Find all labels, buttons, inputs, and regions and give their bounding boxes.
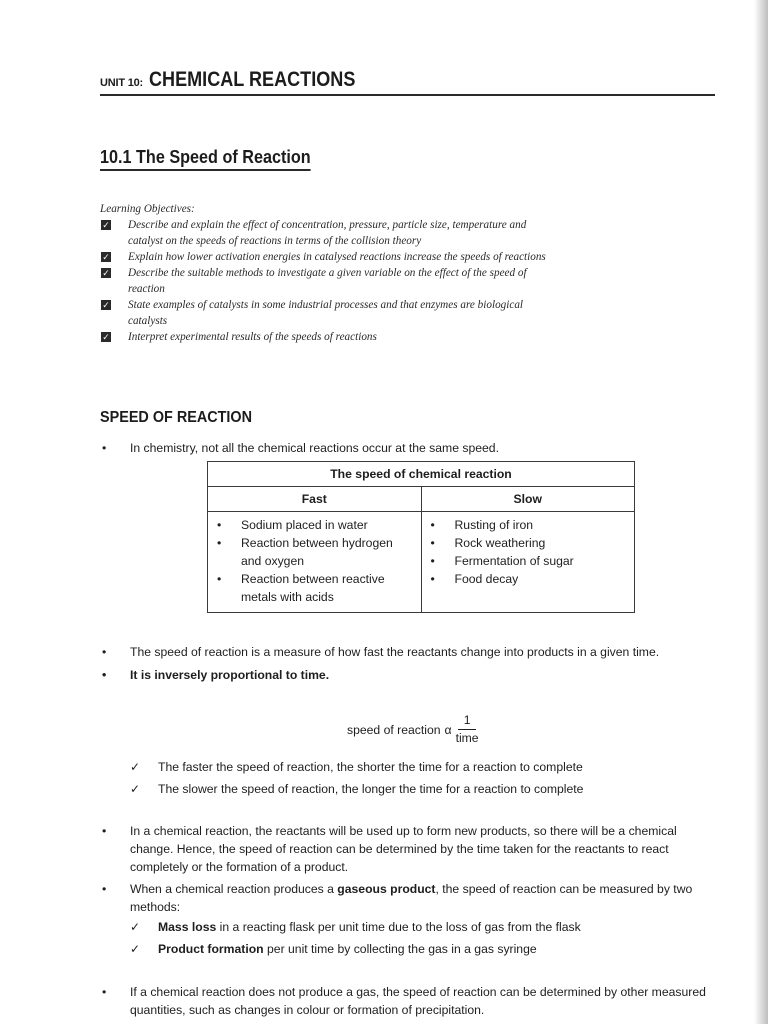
checked-box-icon: ✓ xyxy=(102,332,110,342)
measurement-bullet: • In a chemical reaction, the reactants will be used up to form new products, so there will be a chemical change. Hence, the speed of reaction can be determined by the time taken for the reactants to react completely or the formation of a product. xyxy=(100,822,718,876)
objective-item xyxy=(100,249,560,265)
fraction-numerator: 1 xyxy=(458,712,477,730)
fast-example: • Reaction between hydrogen and oxygen xyxy=(214,534,415,570)
speed-table xyxy=(207,461,635,613)
proportional-symbol: α xyxy=(444,722,452,737)
checked-box-icon: ✓ xyxy=(102,300,110,310)
checked-box-icon: ✓ xyxy=(102,220,110,230)
no-gas-block xyxy=(100,983,718,1019)
unit-label: UNIT 10: xyxy=(100,77,144,89)
column-header-slow: Slow xyxy=(421,487,635,512)
formula-lhs: speed of reaction xyxy=(347,722,441,737)
section-title: 10.1 The Speed of Reaction xyxy=(100,147,311,171)
method-text: in a reacting flask per unit time due to the loss of gas from the flask xyxy=(216,920,581,934)
fraction-denominator: time xyxy=(455,731,479,745)
checked-box-icon: ✓ xyxy=(102,252,110,262)
no-gas-bullet: • If a chemical reaction does not produce a gas, the speed of reaction can be determined by other measured quantities, such as changes in colour or formation of precipitation. xyxy=(100,983,718,1019)
intro-bullet: • In chemistry, not all the chemical reactions occur at the same speed. xyxy=(100,439,718,457)
definition-block xyxy=(100,643,718,684)
checked-box-icon: ✓ xyxy=(102,268,110,278)
fast-example: • Reaction between reactive metals with acids xyxy=(214,570,415,606)
method-term: Mass loss xyxy=(158,920,217,934)
learning-objectives xyxy=(100,201,560,345)
objective-item xyxy=(100,217,560,249)
objective-text: Describe the suitable methods to investigate a given variable on the effect of the speed of reaction xyxy=(128,267,527,295)
slow-example: • Fermentation of sugar xyxy=(428,552,629,570)
objective-text: State examples of catalysts in some industrial processes and that enzymes are biological catalysts xyxy=(128,299,524,327)
consequence-item xyxy=(130,780,720,798)
fast-cell xyxy=(208,512,422,613)
check-mark-icon: ✓ xyxy=(130,782,141,796)
unit-header xyxy=(100,68,715,96)
objective-item xyxy=(100,329,560,345)
gaseous-product-term: gaseous product xyxy=(337,882,436,896)
objective-text: Describe and explain the effect of concentration, pressure, particle size, temperature and catalyst on the speeds of reactions in terms of the collision theory xyxy=(128,219,527,247)
objective-item xyxy=(100,265,560,297)
speed-of-reaction-heading: SPEED OF REACTION xyxy=(100,409,253,426)
gas-method-bullet xyxy=(100,880,718,916)
formula-fraction xyxy=(456,712,479,747)
page-edge-shadow xyxy=(754,0,768,1024)
intro-block xyxy=(100,439,718,457)
table-title: The speed of chemical reaction xyxy=(208,462,635,487)
objective-item xyxy=(100,297,560,329)
unit-title: CHEMICAL REACTIONS xyxy=(149,68,356,91)
check-mark-icon: ✓ xyxy=(130,942,141,956)
consequence-block xyxy=(130,758,720,798)
consequence-item xyxy=(130,758,720,776)
objectives-heading: Learning Objectives: xyxy=(100,203,195,215)
objective-text: Interpret experimental results of the speeds of reactions xyxy=(128,331,377,343)
slow-example: • Rock weathering xyxy=(428,534,629,552)
gas-method-text-after: , the speed of reaction can be measured by two methods: xyxy=(130,882,693,914)
measurement-block xyxy=(100,822,718,916)
method-text: per unit time by collecting the gas in a gas syringe xyxy=(263,942,537,956)
slow-cell xyxy=(421,512,635,613)
slow-example: • Rusting of iron xyxy=(428,516,629,534)
method-item xyxy=(130,940,720,958)
column-header-fast: Fast xyxy=(208,487,422,512)
inverse-bullet: • It is inversely proportional to time. xyxy=(100,666,718,684)
gas-method-text-before: When a chemical reaction produces a xyxy=(130,882,338,896)
objectives-list xyxy=(100,217,560,345)
fast-example: • Sodium placed in water xyxy=(214,516,415,534)
check-mark-icon: ✓ xyxy=(130,920,141,934)
methods-block xyxy=(130,918,720,958)
consequence-text: The slower the speed of reaction, the longer the time for a reaction to complete xyxy=(158,782,584,796)
slow-example: • Food decay xyxy=(428,570,629,588)
consequence-text: The faster the speed of reaction, the shorter the time for a reaction to complete xyxy=(158,760,583,774)
method-item xyxy=(130,918,720,936)
objective-text: Explain how lower activation energies in catalysed reactions increase the speeds of reactions xyxy=(128,251,546,263)
definition-bullet: • The speed of reaction is a measure of how fast the reactants change into products in a given time. xyxy=(100,643,718,661)
method-term: Product formation xyxy=(158,942,264,956)
check-mark-icon: ✓ xyxy=(130,760,141,774)
proportionality-formula xyxy=(347,712,479,747)
